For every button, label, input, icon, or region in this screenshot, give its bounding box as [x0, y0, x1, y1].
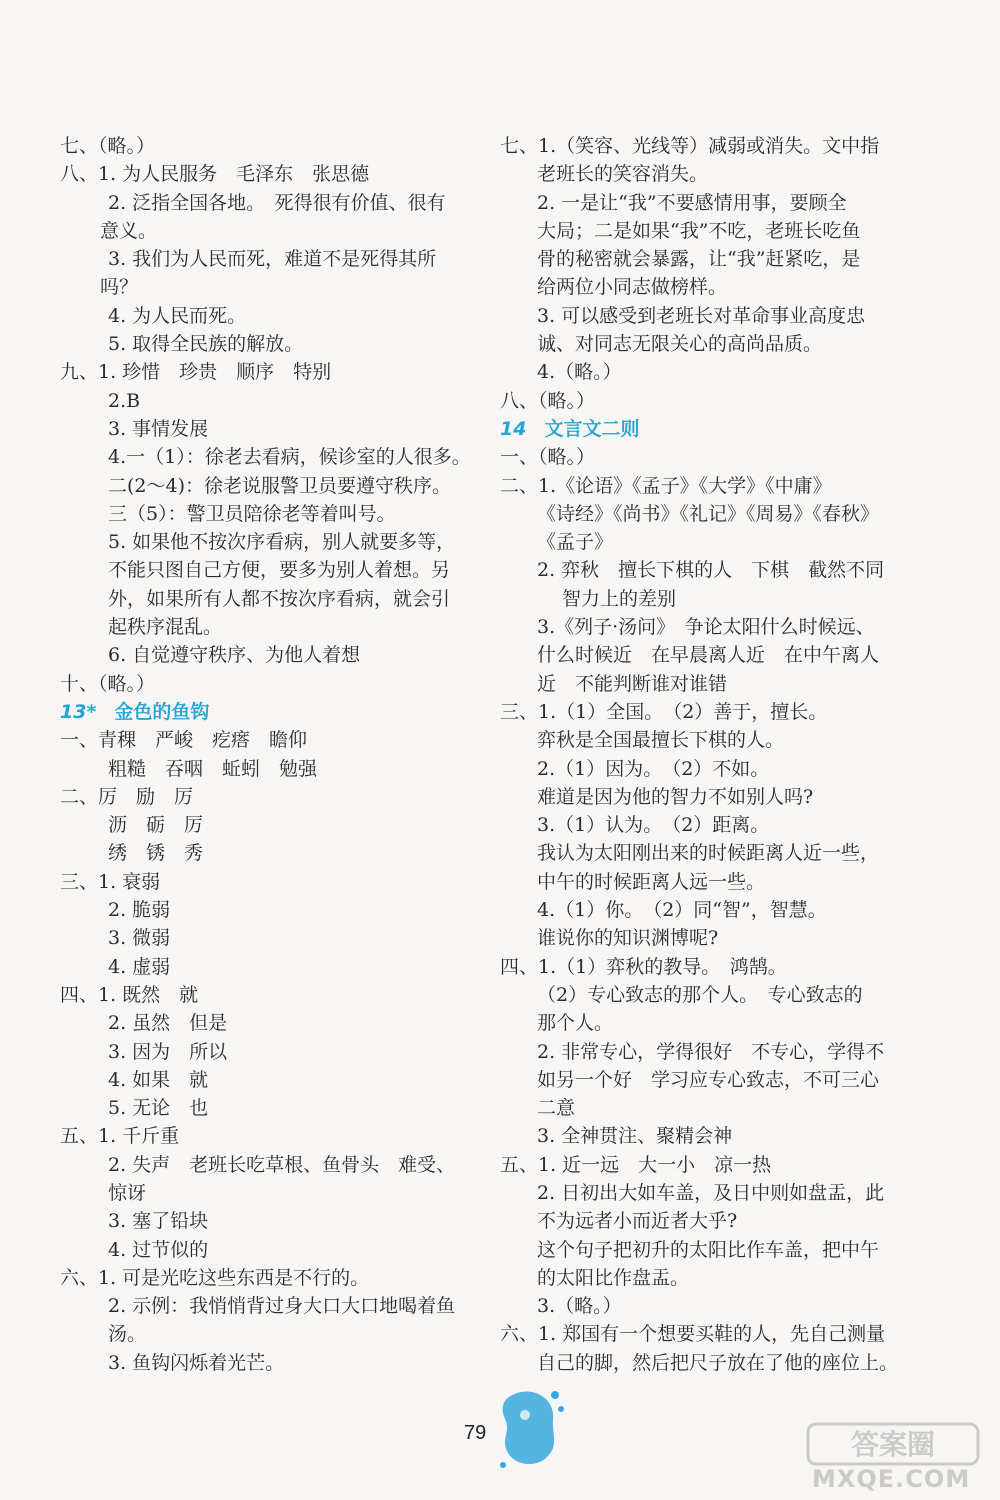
answer-line: 不为远者小而近者大乎? — [537, 1210, 738, 1233]
answer-line: 4.一（1）：徐老去看病，候诊室的人很多。 — [108, 446, 471, 469]
page-number: 79 — [464, 1422, 487, 1444]
answer-line: 汤。 — [108, 1323, 147, 1346]
answer-line: 难道是因为他的智力不如别人吗? — [537, 785, 814, 808]
answer-line: 4.（略。） — [537, 361, 622, 384]
answer-line: （2）专心致志的那个人。 专心致志的 — [537, 983, 863, 1006]
answer-line: 四、1. 既然 就 — [60, 983, 199, 1006]
answer-line: 谁说你的知识渊博呢? — [537, 927, 719, 950]
answer-line: 如另一个好 学习应专心致志，不可三心 — [537, 1068, 880, 1091]
answer-line: 二、厉 励 厉 — [60, 785, 194, 808]
answer-line: 一、（略。） — [500, 446, 596, 469]
answer-line: 自己的脚，然后把尺子放在了他的座位上。 — [537, 1351, 899, 1374]
answer-line: 5. 无论 也 — [108, 1097, 209, 1120]
answer-line: 3. 鱼钩闪烁着光芒。 — [108, 1351, 285, 1374]
answer-line: 外，如果所有人都不按次序看病，就会引 — [108, 587, 451, 610]
answer-line: 2. 虽然 但是 — [108, 1012, 228, 1035]
answer-line: 2. 弈秋 擅长下棋的人 下棋 截然不同 — [537, 559, 885, 582]
answer-line: 吗？ — [100, 276, 139, 299]
answer-line: 2. 非常专心，学得很好 不专心，学得不 — [537, 1040, 885, 1063]
answer-line: 绣 锈 秀 — [108, 842, 204, 865]
answer-line: 四、1.（1）弈秋的教导。 鸿鹄。 — [500, 955, 787, 978]
answer-line: 2. 脆弱 — [108, 899, 171, 922]
answer-line: 二意 — [537, 1097, 576, 1120]
answer-line: 老班长的笑容消失。 — [537, 163, 709, 186]
answer-line: 诚、对同志无限关心的高尚品质。 — [537, 333, 823, 356]
section-title — [60, 698, 480, 726]
answer-line: 那个人。 — [537, 1012, 614, 1035]
answer-line: 八、1. 为人民服务 毛泽东 张思德 — [60, 163, 370, 186]
answer-line: 近 不能判断谁对谁错 — [537, 672, 728, 695]
section-number: 14 — [500, 417, 527, 440]
answer-line: 六、1. 可是光吃这些东西是不行的。 — [60, 1266, 370, 1289]
watermark-text: MXQE.COM — [812, 1465, 971, 1493]
answer-line: 五、1. 千斤重 — [60, 1125, 180, 1148]
answer-line: 3. 因为 所以 — [108, 1040, 228, 1063]
answer-line: 3. 塞了铅块 — [108, 1210, 209, 1233]
answer-line: 4. 过节似的 — [108, 1238, 209, 1261]
answer-line: 2.B — [108, 389, 141, 412]
answer-line: 六、1. 郑国有一个想要买鞋的人，先自己测量 — [500, 1323, 886, 1346]
answer-line: 3.（略。） — [537, 1295, 622, 1318]
answer-line: 给两位小同志做榜样。 — [537, 276, 728, 299]
answer-line: 2. 泛指全国各地。 死得很有价值、很有 — [108, 191, 446, 214]
answer-line: 沥 砺 厉 — [108, 814, 204, 837]
answer-line: 3.（1）认为。 （2）距离。 — [537, 814, 770, 837]
section-title-text: 金色的鱼钩 — [114, 700, 210, 723]
svg-text:答案圈: 答案圈 — [850, 1428, 936, 1461]
answer-line: 3. 可以感受到老班长对革命事业高度忠 — [537, 304, 866, 327]
answer-line: 3. 我们为人民而死，难道不是死得其所 — [108, 248, 437, 271]
answer-line: 4. 为人民而死。 — [108, 304, 247, 327]
answer-line: 2. 日初出大如车盖，及日中则如盘盂，此 — [537, 1181, 885, 1204]
answer-line: 不能只图自己方便，要多为别人着想。另 — [108, 559, 451, 582]
answer-line: 3.《列子·汤问》 争论太阳什么时候远、 — [537, 616, 875, 639]
answer-line: 一、青稞 严峻 疙瘩 瞻仰 — [60, 729, 308, 752]
answer-line: 这个句子把初升的太阳比作车盖，把中午 — [537, 1238, 880, 1261]
answer-line: 2.（1）因为。 （2）不如。 — [537, 757, 770, 780]
answer-line: 什么时候近 在早晨离人近 在中午离人 — [537, 644, 880, 667]
answer-line: 2. 失声 老班长吃草根、鱼骨头 难受、 — [108, 1153, 456, 1176]
answer-line: 大局；二是如果“我”不吃，老班长吃鱼 — [537, 219, 861, 242]
answer-line: 惊讶 — [108, 1181, 147, 1204]
answer-line: 三、1. 衰弱 — [60, 870, 161, 893]
answer-line: 5. 如果他不按次序看病，别人就要多等， — [108, 531, 456, 554]
answer-line: 我认为太阳刚出来的时候距离人近一些， — [537, 842, 880, 865]
answer-line: 五、1. 近一远 大一小 凉一热 — [500, 1153, 772, 1176]
answer-line: 七、（略。） — [60, 135, 156, 157]
answer-line: 二(2～4)：徐老说服警卫员要遵守秩序。 — [108, 474, 452, 497]
answer-line: 二、1.《论语》《孟子》《大学》《中庸》 — [500, 474, 832, 497]
answer-line: 弈秋是全国最擅长下棋的人。 — [537, 729, 785, 752]
answer-line: 八、（略。） — [500, 389, 596, 412]
answer-line: 《孟子》 — [537, 531, 614, 554]
answer-line: 起秩序混乱。 — [108, 616, 223, 639]
answer-line: 中午的时候距离人远一些。 — [537, 870, 766, 893]
section-title — [500, 415, 910, 443]
answer-line: 2. 示例：我悄悄背过身大口大口地喝着鱼 — [108, 1295, 456, 1318]
answer-line: 3. 全神贯注、聚精会神 — [537, 1125, 733, 1148]
answer-line: 三、1.（1）全国。 （2）善于，擅长。 — [500, 700, 828, 723]
answer-line: 2. 一是让“我”不要感情用事，要顾全 — [537, 191, 847, 214]
answer-line: 七、1.（笑容、光线等）减弱或消失。文中指 — [500, 135, 880, 157]
answer-line: 骨的秘密就会暴露，让“我”赶紧吃，是 — [537, 248, 861, 271]
section-number: 13* — [60, 700, 97, 723]
answer-line: 4. 如果 就 — [108, 1068, 209, 1091]
splash-decoration-icon — [495, 1385, 565, 1470]
left-column — [60, 132, 480, 1377]
section-title-text: 文言文二则 — [544, 417, 640, 440]
answer-line: 粗糙 吞咽 蚯蚓 勉强 — [108, 757, 318, 780]
answer-line: 3. 事情发展 — [108, 417, 209, 440]
right-column — [500, 132, 910, 1377]
answer-line: 意义。 — [100, 219, 158, 242]
answer-line: 4.（1）你。 （2）同“智”，智慧。 — [537, 899, 827, 922]
answer-line: 三（5）：警卫员陪徐老等着叫号。 — [108, 502, 396, 525]
answer-line: 《诗经》《尚书》《礼记》《周易》《春秋》 — [537, 502, 880, 525]
answer-line: 九、1. 珍惜 珍贵 顺序 特别 — [60, 361, 332, 384]
answer-line: 4. 虚弱 — [108, 955, 171, 978]
answer-line: 6. 自觉遵守秩序、为他人着想 — [108, 644, 361, 667]
answer-line: 3. 微弱 — [108, 927, 171, 950]
answer-line: 智力上的差别 — [562, 587, 677, 610]
answer-line: 5. 取得全民族的解放。 — [108, 333, 304, 356]
answer-line: 十、（略。） — [60, 672, 156, 695]
answer-line: 的太阳比作盘盂。 — [537, 1266, 690, 1289]
